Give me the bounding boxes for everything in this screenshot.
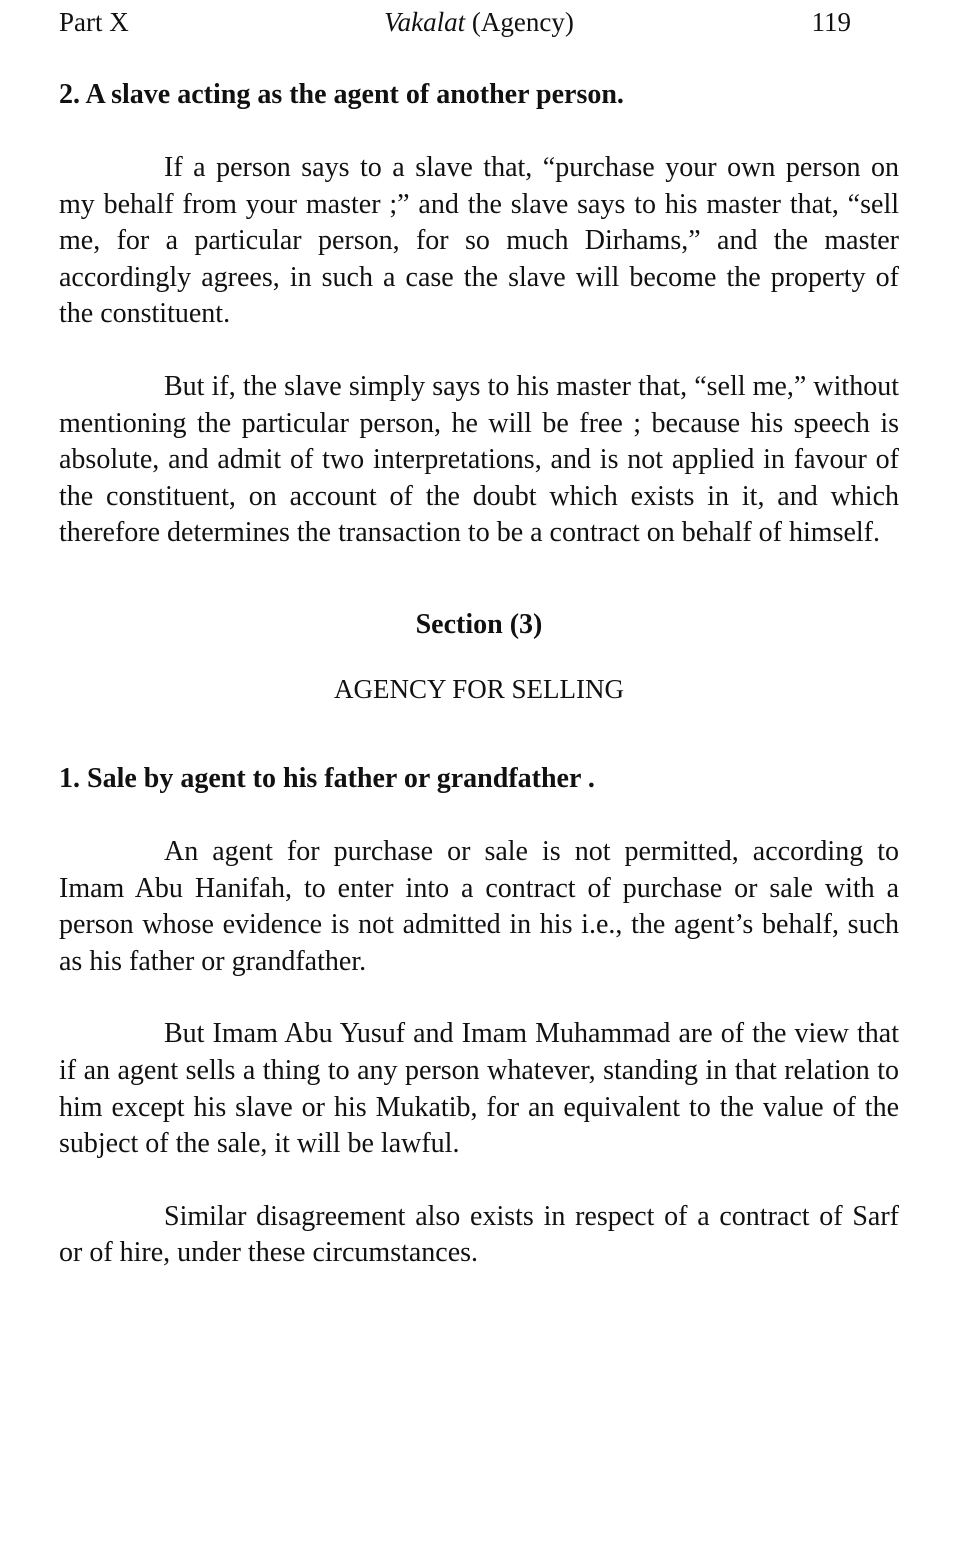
paragraph-2: But if, the slave simply says to his master that, “sell me,” without mentioning the particular person, he will be free ; because his speech is absolute, and admit of two interpretations, and is not applied in favour of the constituent, on account of the doubt which exists in it, and which therefore determines the transaction to be a contract on behalf of himself. bbox=[59, 370, 899, 549]
running-title-main: Vakalat bbox=[384, 7, 466, 37]
paragraph-5: Similar disagreement also exists in respect of a contract of Sarf or of hire, under these circumstances. bbox=[59, 1200, 899, 1269]
section-subtitle: AGENCY FOR SELLING bbox=[334, 673, 624, 704]
running-title-paren: (Agency) bbox=[471, 7, 574, 37]
running-header bbox=[59, 0, 899, 44]
paragraph-3: An agent for purchase or sale is not permitted, according to Imam Abu Hanifah, to enter into a contract of purchase or sale with a person whose evidence is not admitted in his i.e., the agent’s behalf, such as his father or grandfather. bbox=[59, 835, 899, 977]
document-page bbox=[59, 0, 899, 1272]
part-label: Part X bbox=[59, 7, 129, 37]
section-title: Section (3) bbox=[415, 608, 543, 640]
paragraph-1: If a person says to a slave that, “purchase your own person on my behalf from your master ;” and the slave says to his master that, “sell me, for a particular person, for so much Dirhams,” and the master accordingly agrees, in such a case the slave will become the property of the constituent. bbox=[59, 152, 899, 330]
heading-sale-by-agent: 1. Sale by agent to his father or grandfather . bbox=[59, 762, 595, 794]
page-number: 119 bbox=[811, 7, 851, 37]
heading-slave-agent: 2. A slave acting as the agent of another person. bbox=[59, 79, 624, 110]
running-title bbox=[59, 0, 899, 44]
paragraph-4: But Imam Abu Yusuf and Imam Muhammad are of the view that if an agent sells a thing to any person whatever, standing in that relation to him except his slave or his Mukatib, for an equivalent to the value of the subject of the sale, it will be lawful. bbox=[59, 1018, 899, 1160]
